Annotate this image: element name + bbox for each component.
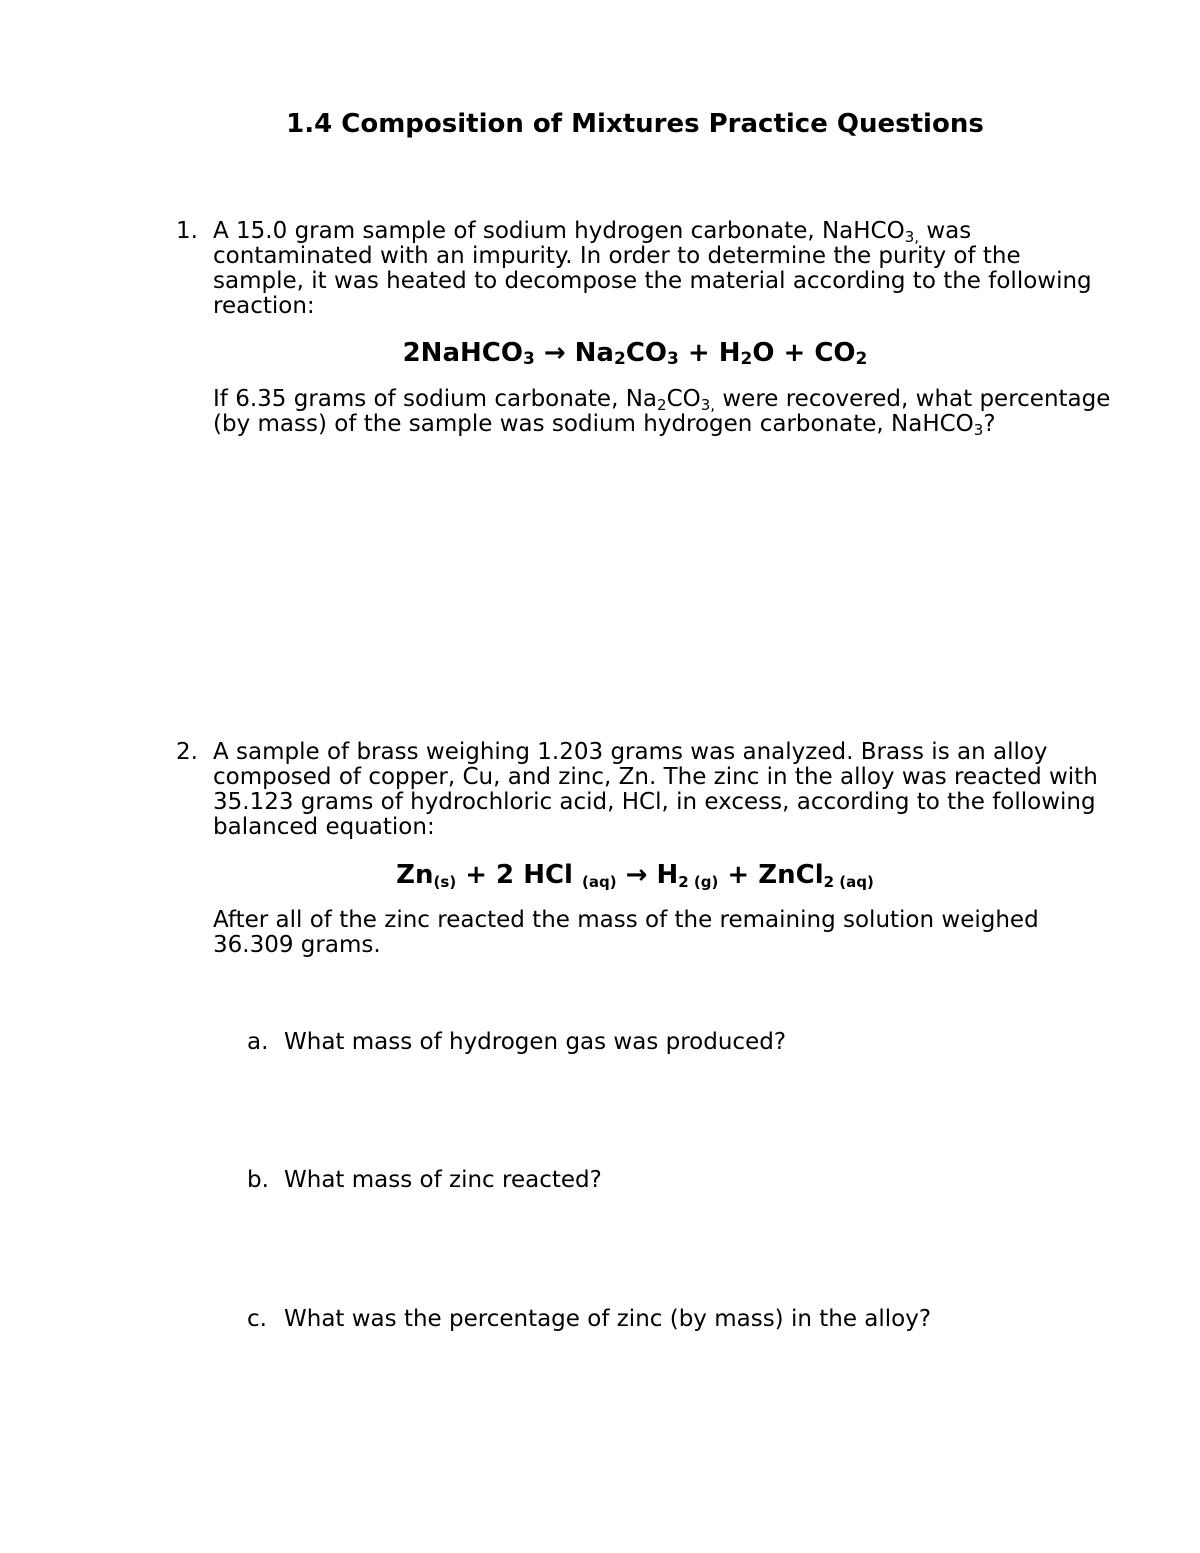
sub-question-text: What mass of hydrogen gas was produced?: [284, 1029, 787, 1055]
text-line: (by mass) of the sample was sodium hydrogen carbonate, NaHCO$_3$?: [213, 411, 996, 439]
chemical-equation: 2NaHCO$_3$ → $Na_2CO_3 + H_2O + CO_2$: [402, 338, 868, 369]
text-line: composed of copper, Cu, and zinc, Zn. The zinc in the alloy was reacted with: [213, 764, 1098, 790]
text-line: 35.123 grams of hydrochloric acid, HCl, in excess, according to the following: [213, 789, 1096, 815]
text-line: After all of the zinc reacted the mass of the remaining solution weighed: [213, 907, 1039, 933]
question-1-intro: [213, 219, 1173, 319]
question-1-prompt: [213, 387, 1173, 437]
question-2-intro: [213, 740, 1173, 840]
text-line: balanced equation:: [213, 814, 435, 840]
text-line: reaction:: [213, 293, 315, 319]
text-line: A 15.0 gram sample of sodium hydrogen carbonate, NaHCO$_{3,}$ was: [213, 218, 972, 246]
sub-question-letter: c.: [247, 1306, 267, 1332]
question-number: 1.: [176, 218, 198, 244]
text-line: sample, it was heated to decompose the material according to the following: [213, 268, 1092, 294]
question-2-after: [213, 908, 1173, 958]
sub-question-letter: a.: [247, 1029, 269, 1055]
text-line: 36.309 grams.: [213, 932, 381, 958]
text-line: If 6.35 grams of sodium carbonate, $Na_2CO_{3,}$ were recovered, what percentage: [213, 386, 1111, 414]
sub-question-text: What was the percentage of zinc (by mass) in the alloy?: [284, 1306, 932, 1332]
page-title: 1.4 Composition of Mixtures Practice Questions: [286, 109, 984, 139]
question-number: 2.: [176, 739, 198, 765]
text-line: A sample of brass weighing 1.203 grams was analyzed. Brass is an alloy: [213, 739, 1048, 765]
chemical-equation: Zn(s) + 2 HCl (aq) → H2 (g) + ZnCl2 (aq): [396, 860, 874, 891]
text-line: contaminated with an impurity. In order to determine the purity of the: [213, 243, 1021, 269]
sub-question-text: What mass of zinc reacted?: [284, 1167, 602, 1193]
sub-question-letter: b.: [247, 1167, 269, 1193]
